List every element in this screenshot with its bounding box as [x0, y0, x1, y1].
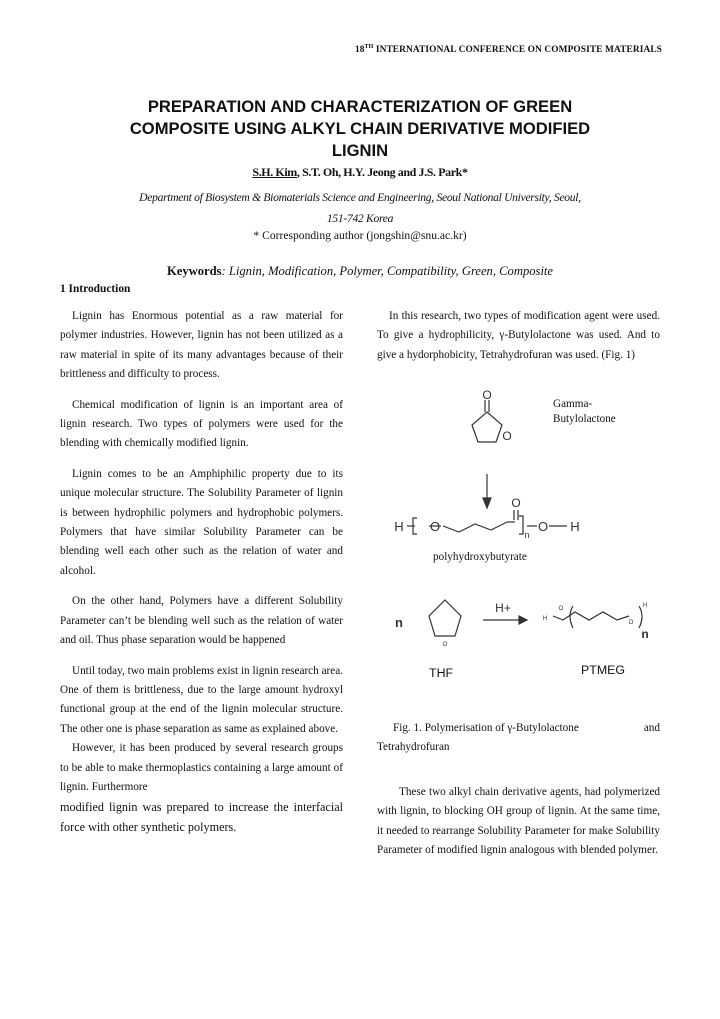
caption-and: and	[643, 722, 660, 734]
atom-label: O	[537, 519, 549, 534]
affiliation-line: 151-742 Korea	[326, 212, 394, 225]
atom-label: H	[542, 616, 548, 622]
label-ptmeg: PTMEG	[581, 663, 626, 677]
keywords-list: : Lignin, Modification, Polymer, Compatibility, Green, Composite	[221, 264, 554, 278]
affiliation-line: Department of Biosystem & Biomaterials Science and Engineering, Seoul National University, Seoul,	[139, 191, 581, 204]
atom-label: H	[570, 519, 580, 534]
right-column-intro	[377, 307, 660, 376]
paper-title	[70, 96, 650, 162]
label-thf: THF	[429, 666, 454, 680]
caption-lead: Fig. 1. Polymerisation of γ-Butylolactone	[393, 722, 579, 734]
label-polyhydroxybutyrate: polyhydroxybutyrate	[433, 551, 527, 563]
thf-ring	[429, 600, 461, 636]
paragraph: Lignin comes to be an Amphiphilic property due to its unique molecular structure. The Solubility Parameter of lignin is between hydrophilic polymers and hydrophobic polymers. Polymers that have similar Solubility Parameter can be blending well each other such as the relation of water and alcohol.	[60, 467, 343, 577]
figure-1	[377, 380, 667, 705]
paragraph: Until today, two main problems exist in lignin research area. One of them is brittleness, due to the large amount hydroxyl functional group at the end of the lignin molecular structure. The other one is phase separation as same as explained above.	[60, 664, 343, 735]
keywords-label: Keywords	[166, 264, 222, 278]
figure-label-line: Gamma-	[553, 398, 593, 410]
affiliation	[90, 187, 630, 229]
paragraph: modified lignin was prepared to increase the interfacial force with other synthetic polymers.	[60, 800, 343, 835]
atom-label: O	[628, 620, 634, 626]
paren-right	[639, 606, 642, 628]
paragraph: In this research, two types of modification agent were used. To give a hydrophilicity, γ-Butylolactone was used. And to give a hydorphobicity, Tetrahydrofuran was used. (Fig. 1)	[377, 310, 660, 361]
subscript-label: n	[641, 627, 649, 641]
figure-caption	[377, 719, 660, 758]
atom-label: O	[558, 606, 564, 612]
conference-number: 18	[354, 45, 365, 55]
paragraph: These two alkyl chain derivative agents, had polymerized with lignin, to blocking OH group of lignin. At the same time, it needed to rearrange Solubility Parameter for make Solubility Parameter of modified lignin analogous with blended polymer.	[377, 786, 660, 857]
lactone-ring	[472, 412, 502, 442]
author-list	[0, 165, 720, 180]
keywords	[0, 264, 720, 279]
atom-label: H	[394, 519, 404, 534]
paragraph: However, it has been produced by several research groups to be able to make thermoplastics containing a large amount of lignin. Furthermore	[60, 742, 343, 793]
paper-title-line: LIGNIN	[331, 141, 389, 160]
paragraph: Lignin has Enormous potential as a raw material for polymer industries. However, lignin has not been utilized as a raw material in spite of its many advantages because of their brittleness and difficulty to process.	[60, 310, 343, 381]
paragraph: Chemical modification of lignin is an important area of lignin research. Two types of polymers were used for the blending with chemically modified lignin.	[60, 398, 343, 450]
figure-label-line: Butylolactone	[553, 413, 616, 425]
corresponding-author: * Corresponding author (jongshin@snu.ac.kr)	[253, 229, 467, 242]
paragraph: On the other hand, Polymers have a different Solubility Parameter can’t be blending well such as the relation of water and oil. Thus phase separation would be happened	[60, 595, 343, 647]
reaction-scheme	[377, 380, 667, 705]
caption-rest: Tetrahydrofuran	[377, 741, 450, 754]
atom-label: O	[511, 496, 521, 510]
paren-left	[570, 606, 573, 628]
right-column-body	[377, 783, 660, 872]
left-column	[60, 307, 343, 837]
phb-backbone	[443, 522, 507, 532]
paper-title-line: COMPOSITE USING ALKYL CHAIN DERIVATIVE MODIFIED	[129, 119, 591, 138]
subscript-label: n	[395, 615, 403, 630]
subscript-label: n	[524, 530, 530, 540]
atom-label: H	[642, 603, 648, 609]
section-heading: 1 Introduction	[60, 283, 131, 295]
conference-name: INTERNATIONAL CONFERENCE ON COMPOSITE MATERIALS	[373, 45, 662, 55]
paper-title-line: PREPARATION AND CHARACTERIZATION OF GREEN	[147, 97, 573, 116]
conference-number-suffix: TH	[364, 44, 374, 50]
conference-header	[0, 44, 720, 55]
label-gamma-butylolactone	[553, 397, 616, 427]
first-author: S.H. Kim	[252, 165, 297, 179]
ptmeg-backbone	[553, 612, 629, 620]
atom-label: O	[502, 429, 512, 443]
atom-label: O	[482, 388, 492, 402]
atom-label: O	[429, 519, 441, 534]
co-authors: , S.T. Oh, H.Y. Jeong and J.S. Park*	[296, 165, 468, 179]
catalyst-label: H+	[495, 601, 511, 615]
atom-label: O	[442, 642, 448, 648]
bracket-right	[519, 516, 523, 534]
atom-labels	[394, 388, 648, 648]
